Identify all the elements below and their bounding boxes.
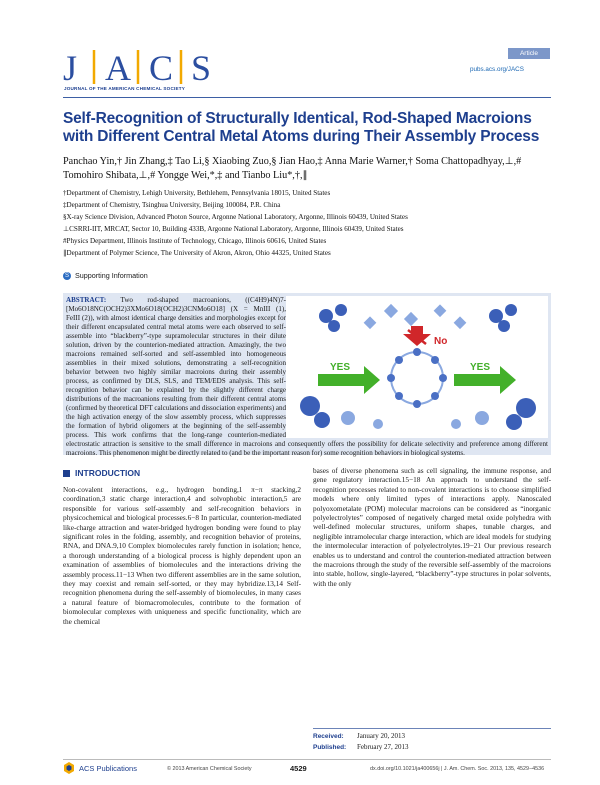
affiliation-3: §X-ray Science Division, Advanced Photon Source, Argonne National Laboratory, Argonne, Illinois 60439, United States — [63, 212, 408, 221]
abstract-body: Two rod-shaped macroanions, ((C4H9)4N)7-[Mo6O18NC(OCH2)3XMo6O18(OCH2)3CNMo6O18] (X = MnIII (1), FeIII (2)), with almost identical charge densities and morphologies except for their different encapsulated central metal atoms were each observed to self-assemble into “blackberry”-type supramolecular structures in their dilute solution, driven by the counterion-mediated attraction. Amazingly, the two macroions remained self-sorted and self-assembled into homogeneous assemblies in their mixed solutions, demonstrating a self-recognition behavior between two highly similar macroions during their assembly process, as confirmed by DLS, SLS, and TEM/EDS analysis. This self-recognition behavior can be explained by the slightly different charge distributions of the macroanions resulting from their different central atoms (confirmed by theoretical DFT calculations and dissociation experiments) and the high activation energy of the slow assembly process, which suppresses the formation of hybrid oligomers at the beginning of the self-assembly process. This work confirms that the long-range counterion-mediated electrostatic attraction is sensitive to the small difference in macroions and consequently offers the possibility for delicate selectivity and preference among different macroions. This phenomenon might be directly related to (and be the important reason for) some recognition behaviors in biological systems. — [66, 296, 548, 457]
affiliation-1: †Department of Chemistry, Lehigh University, Bethlehem, Pennsylvania 18015, United States — [63, 189, 331, 197]
article-dates — [313, 731, 409, 753]
introduction-heading — [63, 468, 140, 478]
abstract-label: ABSTRACT: — [66, 296, 107, 304]
header-divider — [63, 97, 551, 98]
affiliations — [63, 188, 551, 259]
toc-no: No — [434, 336, 448, 347]
journal-url-link[interactable]: pubs.acs.org/JACS — [470, 66, 524, 73]
doi-citation[interactable]: dx.doi.org/10.1021/ja400656j | J. Am. Chem. Soc. 2013, 135, 4529−4536 — [370, 766, 545, 772]
affiliation-4: ⊥CSRRI-IIT, MRCAT, Sector 10, Building 433B, Argonne National Laboratory, Argonne, Illinois 60439, United States — [63, 224, 404, 233]
svg-text:S: S — [191, 48, 212, 88]
svg-text:A: A — [105, 48, 131, 88]
publisher-name: ACS Publications — [79, 763, 137, 773]
published-date: February 27, 2013 — [357, 743, 409, 751]
toc-yes-left: YES — [330, 362, 351, 373]
intro-column-1: Non-covalent interactions, e.g., hydrogen bonding,1 π−π stacking,2 coordination,3 static charge interaction,4 and solvophobic interaction,5 are responsible for various self-assembly and self-recognition behaviors in physicochemical and biological processes.6−8 In particular, counterion-mediated like-charge attraction and water-bridged hydrogen bonding were found to play significant roles in the folding, assembly, and recognition behavior of proteins, RNA, and DNA.9,10 Complex biomolecules rarely function in isolation; hence, a thorough understanding of a biological process is highly dependent upon an examination of assemblies of biomolecules and the interactions driving the assembly process.11−13 When two different assemblies are in the same solution, they may coexist and remain self-sorted, or they may hybridize.13,14 Self-recognition phenomena during the self-assembly of biomolecules, in many cases a natural feature of biomacromolecules, contribute to the formation of biomolecular complexes with uniqueness and specific functionality, which are the chemical — [63, 485, 301, 626]
affiliation-2: ‡Department of Chemistry, Tsinghua University, Beijing 100084, P.R. China — [63, 200, 281, 209]
received-date: January 20, 2013 — [357, 732, 406, 740]
abstract — [66, 296, 548, 458]
footer-divider — [63, 759, 551, 760]
supporting-info-icon: S — [64, 272, 69, 279]
page-number: 4529 — [290, 764, 307, 773]
jacs-logo — [63, 46, 223, 88]
affiliation-5: #Physics Department, Illinois Institute of Technology, Chicago, Illinois 60616, United States — [63, 236, 327, 245]
affiliation-6: ∥Department of Polymer Science, The University of Akron, Akron, Ohio 44325, United States — [63, 248, 331, 257]
supporting-info-label: Supporting Information — [75, 271, 148, 280]
toc-graphic — [286, 296, 548, 438]
acs-publications-logo — [63, 762, 137, 774]
article-type-badge: Article — [508, 48, 550, 59]
received-label: Received: — [313, 733, 344, 740]
published-label: Published: — [313, 744, 347, 751]
copyright: © 2013 American Chemical Society — [167, 766, 252, 772]
svg-text:C: C — [149, 48, 174, 88]
acs-hexagon-icon — [63, 762, 75, 774]
svg-text:J: J — [63, 48, 78, 88]
introduction-title: INTRODUCTION — [75, 468, 141, 478]
section-marker-icon — [63, 470, 70, 477]
author-list: Panchao Yin,† Jin Zhang,‡ Tao Li,§ Xiaobing Zuo,§ Jian Hao,‡ Anna Marie Warner,† Soma Chattopadhyay,⊥,# Tomohiro Shibata,⊥,# Yongge Wei,*,‡ and Tianbo Liu*,†,∥ — [63, 156, 522, 181]
dates-divider — [313, 728, 551, 729]
toc-yes-right: YES — [470, 362, 491, 373]
journal-subtitle: JOURNAL OF THE AMERICAN CHEMICAL SOCIETY — [64, 86, 185, 91]
supporting-info-link[interactable] — [63, 271, 148, 280]
article-title: Self-Recognition of Structurally Identical, Rod-Shaped Macroions with Different Central Metal Atoms during Their Assembly Process — [63, 110, 540, 145]
intro-column-2: bases of diverse phenomena such as cell signaling, the immune response, and gene regulatory interaction.15−18 An approach to understand the self-recognition processes related to non-covalent interactions is to choose simplified models where only limited types of interactions apply. Nanoscaled polyoxometalate (POM) molecular macroions can be considered as “inorganic polyelectrolytes” composed of negatively charged metal oxide polyhedra with well-defined molecular structures, uniform shapes, tunable charges, and negligible intramolecular charge interaction, which are ideal models for studying the intermolecular interaction of polyelectrolytes.19−21 Our previous research enables us to understand and control the counterion-mediated attraction between the macroions through the study of the reversible self-assembly of the macroions into stable, hollow, single-layered, “blackberry”-type structures in polar solvents, with the only — [313, 466, 551, 588]
